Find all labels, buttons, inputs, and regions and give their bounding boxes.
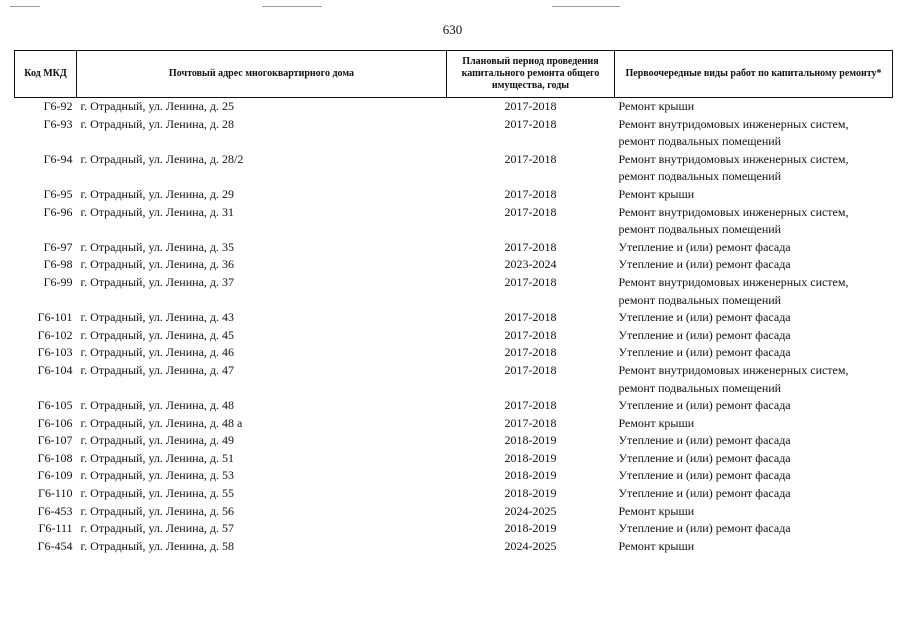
work-item: Утепление и (или) ремонт фасада [618,398,791,413]
cell-code: Г6-97 [43,239,73,254]
cell-works [615,450,893,468]
cell-address: г. Отрадный, ул. Ленина, д. 56 [80,503,235,518]
cell-code: Г6-109 [37,468,73,483]
table-row [15,151,893,186]
cell-period: 2017-2018 [504,274,557,289]
table-row [15,309,893,327]
work-item: Утепление и (или) ремонт фасада [618,450,791,465]
cell-works [615,327,893,345]
cell-period: 2018-2019 [504,433,557,448]
cell-address: г. Отрадный, ул. Ленина, д. 31 [80,204,235,219]
table-row [15,397,893,415]
cell-works [615,239,893,257]
cell-code: Г6-111 [38,521,73,536]
cell-period: 2024-2025 [504,538,557,553]
cell-address: г. Отрадный, ул. Ленина, д. 58 [80,538,235,553]
cell-period: 2018-2019 [504,521,557,536]
work-item: Ремонт крыши [618,186,695,201]
repair-register-table [14,50,893,555]
table-row [15,239,893,257]
cell-works [615,116,893,151]
work-item: Утепление и (или) ремонт фасада [618,327,791,342]
cell-works [615,256,893,274]
table-row [15,432,893,450]
cell-works [615,344,893,362]
scan-artifacts [0,6,905,10]
cell-period: 2017-2018 [504,415,557,430]
cell-period: 2024-2025 [504,503,557,518]
cell-address: г. Отрадный, ул. Ленина, д. 47 [80,362,235,377]
table-row [15,485,893,503]
table-row [15,327,893,345]
cell-code: Г6-106 [37,415,73,430]
cell-works [615,467,893,485]
work-item: ремонт подвальных помещений [618,292,782,307]
cell-address: г. Отрадный, ул. Ленина, д. 46 [80,345,235,360]
cell-period: 2018-2019 [504,486,557,501]
cell-works [615,151,893,186]
cell-works [615,503,893,521]
work-item: Утепление и (или) ремонт фасада [618,521,791,536]
table-header-row [15,51,893,98]
cell-address: г. Отрадный, ул. Ленина, д. 35 [80,239,235,254]
table-row [15,204,893,239]
cell-address: г. Отрадный, ул. Ленина, д. 48 а [80,415,243,430]
cell-code: Г6-94 [43,151,73,166]
cell-period: 2017-2018 [504,362,557,377]
work-item: Ремонт внутридомовых инженерных систем, [618,116,849,131]
cell-address: г. Отрадный, ул. Ленина, д. 28 [80,116,235,131]
table-row [15,186,893,204]
cell-period: 2018-2019 [504,450,557,465]
header-address: Почтовый адрес многоквартирного дома [77,51,447,98]
work-item: Утепление и (или) ремонт фасада [618,239,791,254]
cell-address: г. Отрадный, ул. Ленина, д. 25 [80,99,235,113]
header-period: Плановый период проведения капитального ремонта общего имущества, годы [447,51,615,98]
page-number: 630 [442,22,463,37]
cell-works [615,397,893,415]
work-item: Утепление и (или) ремонт фасада [618,468,791,483]
cell-works [615,362,893,397]
cell-code: Г6-98 [43,257,73,272]
header-works: Первоочередные виды работ по капитальному ремонту* [615,51,893,98]
work-item: ремонт подвальных помещений [618,169,782,184]
cell-address: г. Отрадный, ул. Ленина, д. 48 [80,398,235,413]
cell-works [615,204,893,239]
cell-works [615,485,893,503]
cell-address: г. Отрадный, ул. Ленина, д. 37 [80,274,235,289]
cell-code: Г6-92 [43,99,73,113]
table-row [15,116,893,151]
table-row [15,256,893,274]
table-row [15,362,893,397]
cell-works [615,415,893,433]
cell-code: Г6-99 [43,274,73,289]
cell-period: 2023-2024 [504,257,557,272]
cell-code: Г6-107 [37,433,73,448]
work-item: Утепление и (или) ремонт фасада [618,310,791,325]
cell-works [615,432,893,450]
cell-period: 2017-2018 [504,239,557,254]
cell-code: Г6-102 [37,327,73,342]
work-item: Ремонт внутридомовых инженерных систем, [618,362,849,377]
work-item: ремонт подвальных помещений [618,222,782,237]
cell-works [615,274,893,309]
cell-code: Г6-95 [43,186,73,201]
cell-works [615,520,893,538]
cell-address: г. Отрадный, ул. Ленина, д. 45 [80,327,235,342]
cell-period: 2018-2019 [504,468,557,483]
work-item: Утепление и (или) ремонт фасада [618,257,791,272]
cell-period: 2017-2018 [504,345,557,360]
cell-address: г. Отрадный, ул. Ленина, д. 28/2 [80,151,244,166]
cell-period: 2017-2018 [504,151,557,166]
cell-address: г. Отрадный, ул. Ленина, д. 51 [80,450,235,465]
work-item: Ремонт внутридомовых инженерных систем, [618,204,849,219]
header-code: Код МКД [15,51,77,98]
cell-code: Г6-101 [37,310,73,325]
table-row [15,467,893,485]
work-item: Ремонт крыши [618,503,695,518]
work-item: Утепление и (или) ремонт фасада [618,433,791,448]
table-row [15,450,893,468]
cell-address: г. Отрадный, ул. Ленина, д. 49 [80,433,235,448]
cell-address: г. Отрадный, ул. Ленина, д. 36 [80,257,235,272]
work-item: Ремонт крыши [618,415,695,430]
table-body [15,98,893,556]
cell-works [615,309,893,327]
cell-works [615,538,893,556]
cell-period: 2017-2018 [504,186,557,201]
cell-code: Г6-96 [43,204,73,219]
work-item: Ремонт крыши [618,99,695,113]
work-item: Ремонт внутридомовых инженерных систем, [618,274,849,289]
cell-code: Г6-103 [37,345,73,360]
work-item: Утепление и (или) ремонт фасада [618,345,791,360]
table-row [15,520,893,538]
work-item: ремонт подвальных помещений [618,134,782,149]
cell-works [615,98,893,116]
work-item: ремонт подвальных помещений [618,380,782,395]
work-item: Утепление и (или) ремонт фасада [618,486,791,501]
table-row [15,274,893,309]
cell-code: Г6-105 [37,398,73,413]
cell-period: 2017-2018 [504,99,557,113]
cell-period: 2017-2018 [504,116,557,131]
cell-period: 2017-2018 [504,204,557,219]
table-row [15,98,893,116]
table-row [15,538,893,556]
cell-address: г. Отрадный, ул. Ленина, д. 53 [80,468,235,483]
cell-address: г. Отрадный, ул. Ленина, д. 55 [80,486,235,501]
cell-code: Г6-104 [37,362,73,377]
table-row [15,415,893,433]
cell-code: Г6-110 [38,486,73,501]
cell-address: г. Отрадный, ул. Ленина, д. 57 [80,521,235,536]
cell-address: г. Отрадный, ул. Ленина, д. 43 [80,310,235,325]
cell-period: 2017-2018 [504,310,557,325]
work-item: Ремонт внутридомовых инженерных систем, [618,151,849,166]
cell-period: 2017-2018 [504,327,557,342]
cell-address: г. Отрадный, ул. Ленина, д. 29 [80,186,235,201]
cell-code: Г6-453 [37,503,73,518]
cell-code: Г6-93 [43,116,73,131]
table-row [15,344,893,362]
cell-works [615,186,893,204]
cell-code: Г6-108 [37,450,73,465]
table-row [15,503,893,521]
work-item: Ремонт крыши [618,538,695,553]
cell-period: 2017-2018 [504,398,557,413]
cell-code: Г6-454 [37,538,73,553]
